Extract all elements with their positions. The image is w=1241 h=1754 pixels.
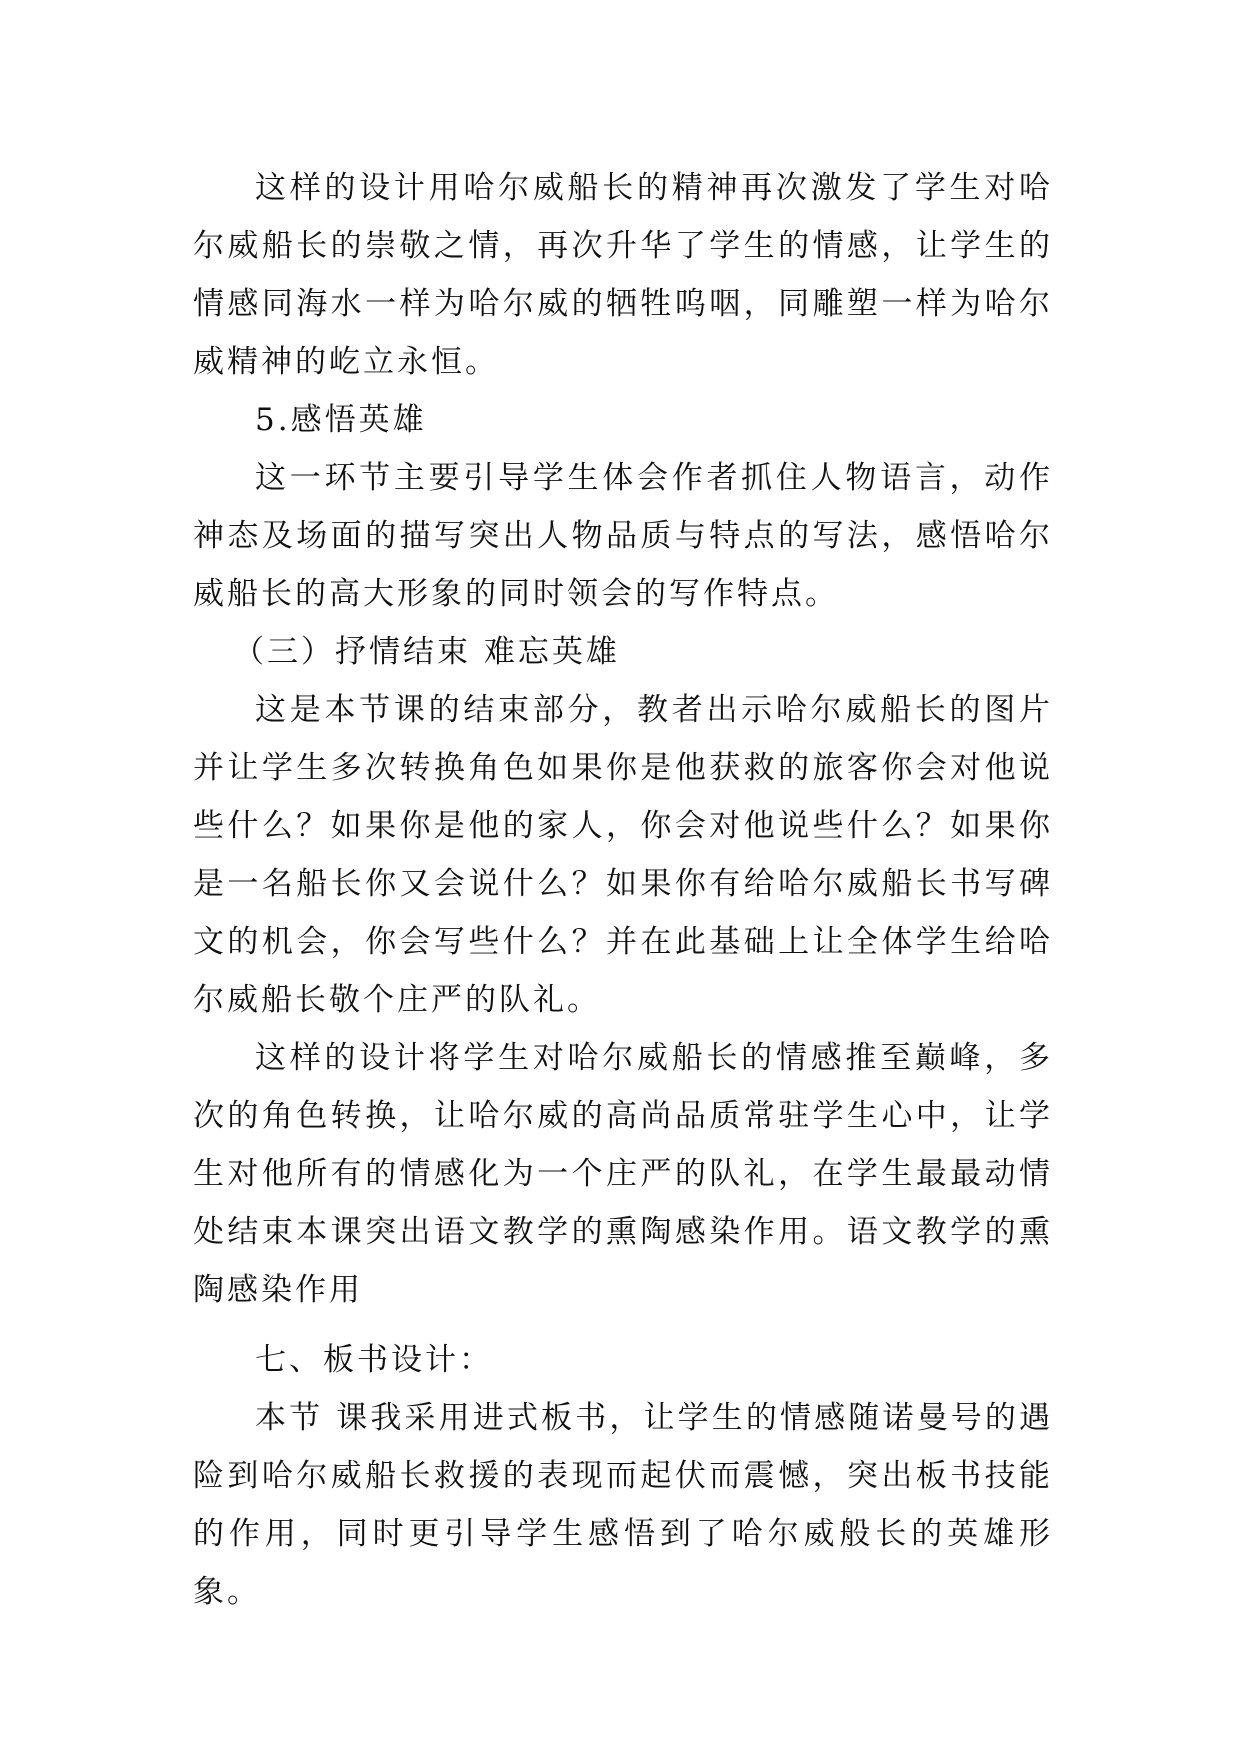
- section-heading-5: 5.感悟英雄: [255, 402, 427, 438]
- document-body: [193, 159, 1053, 1621]
- section-heading-part-3: （三）抒情结束 难忘英雄: [233, 634, 620, 670]
- paragraph-design-reflection-2: 这样的设计将学生对哈尔威船长的情感推至巅峰，多次的角色转换，让哈尔威的高尚品质常驻学生心中，让学生对他所有的情感化为一个庄严的队礼，在学生最最动情处结束本课突出语文教学的熏陶感染作用。语文教学的熏陶感染作用: [193, 1040, 1053, 1308]
- paragraph-feel-hero: 这一环节主要引导学生体会作者抓住人物语言，动作神态及场面的描写突出人物品质与特点的写法，感悟哈尔威船长的高大形象的同时领会的写作特点。: [193, 460, 1053, 612]
- paragraph-board-design: 本节 课我采用进式板书，让学生的情感随诺曼号的遇险到哈尔威船长救援的表现而起伏而震憾，突出板书技能的作用，同时更引导学生感悟到了哈尔威般长的英雄形象。: [193, 1400, 1053, 1610]
- paragraph-lesson-ending: 这是本节课的结束部分，教者出示哈尔威船长的图片并让学生多次转换角色如果你是他获救的旅客你会对他说些什么？如果你是他的家人，你会对他说些什么？如果你是一名船长你又会说什么？如果你有给哈尔威船长书写碑文的机会，你会写些什么？并在此基础上让全体学生给哈尔威船长敬个庄严的队礼。: [193, 692, 1053, 1018]
- paragraph-design-reflection-1: 这样的设计用哈尔威船长的精神再次激发了学生对哈尔威船长的崇敬之情，再次升华了学生的情感，让学生的情感同海水一样为哈尔威的牺牲呜咽，同雕塑一样为哈尔威精神的屹立永恒。: [193, 170, 1053, 380]
- section-heading-7: 七、板书设计：: [255, 1342, 493, 1378]
